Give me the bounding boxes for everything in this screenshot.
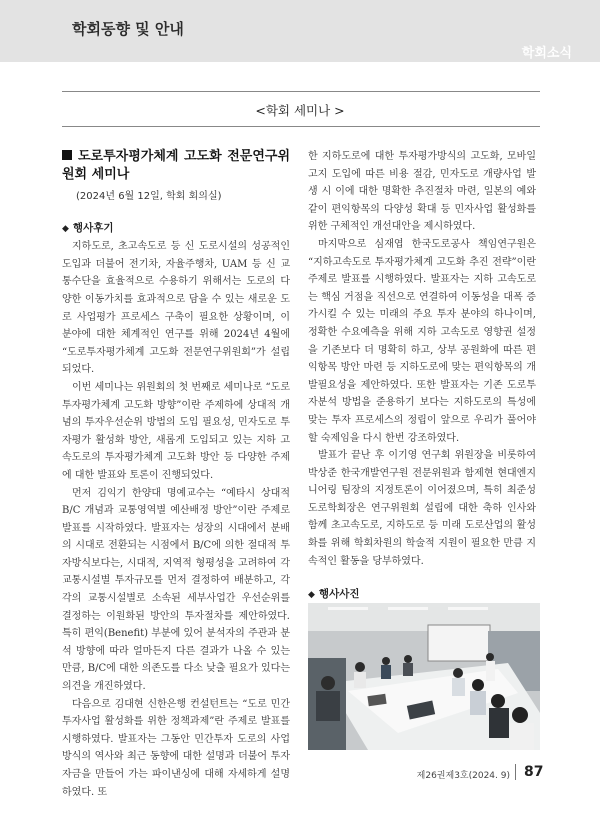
issue-label: 제26권제3호(2024. 9) [416, 771, 510, 781]
event-photo [308, 603, 540, 750]
footer-divider [515, 764, 516, 780]
paragraph: 이번 세미나는 위원회의 첫 번째로 세미나로 “도로투자평가체계 고도화 방향”이란 주제하에 상대적 개념의 투자우선순위 방법의 도입 필요성, 민자도로 투자평가 활성화 방안, 새롭게 도입되고 있는 지하 고속도로의 투자평가체계 고도화 방안 등 다양한 주제에 대한 발표와 토론이 진행되었다. [62, 381, 290, 481]
article-subtitle: (2024년 6월 12일, 학회 회의실) [76, 191, 222, 202]
article-title: 도로투자평가체계 고도화 전문연구위원회 세미나 [62, 149, 290, 182]
paragraph-part: 한 지하도로에 대한 투자평가방식의 고도화, 모바일 고지 도입에 따른 비용 절감, 민자도로 개량사업 발생 시 이에 대한 명확한 추진절차 마련, 일본의 예와 같이 편익항목의 다양성 확대 등 민자사업 활성화를 위한 구체적인 개선대안을 제시하였다. [308, 151, 536, 233]
banner-top-rule [62, 91, 540, 92]
diamond-bullet-icon: ◆ [308, 590, 315, 601]
square-bullet-icon [62, 150, 72, 160]
paragraph-part: 다음으로 김대현 신한은행 컨설턴트는 “도로 민간투자사업 활성화를 위한 정책과제”란 주제로 발표를 시행하였다. 발표자는 그동안 민간투자 도로의 사업방식의 역사와 최근 동향에 대한 설명과 더불어 투자자금을 만들어 가는 파이낸싱에 대해 자세하게 설명하였다. 또 [62, 698, 290, 798]
section-title: 학회동향 및 안내 [72, 20, 184, 38]
paragraph: 지하도로, 초고속도로 등 신 도로시설의 성공적인 도입과 더불어 전기차, 자율주행차, UAM 등 신 교통수단을 효율적으로 수용하기 위해서는 도로의 다양한 이동가치를 효과적으로 담을 수 있는 새로운 도로 사업평가 프로세스 구축이 필요한 상황이며, 이 분야에 대한 체계적인 연구를 위해 2024년 4월에 “도로투자평가체계 고도화 전문연구위원회”가 설립되었다. [62, 241, 290, 376]
column-right [308, 148, 536, 605]
page-number: 87 [524, 764, 544, 780]
paragraph: 먼저 김익기 한양대 명예교수는 “예타시 상대적 B/C 개념과 교통영역별 예산배정 방안”이란 주제로 발표를 시작하였다. 발표자는 성장의 시대에서 분배의 시대로 전환되는 시점에서 B/C에 의한 절대적 투자방식보다는, 시대적, 지역적 형평성을 고려하여 각 교통시설별 투자규모를 먼저 결정하여 배분하고, 각각의 교통시설별로 소속된 세부사업간 우선순위를 결정하는 이원화된 방안의 투자절차를 제안하였다. 특히 편익(Benefit) 부분에 있어 분석자의 주관과 분석 방향에 따라 얼마든지 다른 결과가 나올 수 있는 만큼, B/C에 대한 의존도를 다소 낮출 필요가 있다는 의견을 개진하였다. [62, 487, 290, 693]
paragraph: 마지막으로 심재엽 한국도로공사 책임연구원은 “지하고속도로 투자평가체계 고도화 추진 전략”이란 주제로 발표를 시행하였다. 발표자는 지하 고속도로는 핵심 거점을 직선으로 연결하여 이동성을 대폭 증가시킬 수 있는 미래의 주요 투자 분야의 하나이며, 정확한 수요예측을 위해 지하 고속도로 영향권 설정을 기존보다 더 명확히 하고, 상부 공원화에 따른 편익항목 방안 마련 등 지하도로에 맞는 편익항목의 개발필요성을 제안하였다. 또한 발표자는 기존 도로투자분석 방법을 준용하기 보다는 지하도로의 특성에 맞는 투자 프로세스의 정립이 앞으로 우리가 풀어야 할 숙제임을 다시 한번 강조하였다. [308, 238, 536, 444]
column-left [62, 148, 290, 801]
section-heading: ◆ 행사후기 [62, 220, 290, 239]
banner-title: <학회 세미나 > [255, 103, 345, 118]
section-heading: ◆ 행사사진 [308, 586, 536, 605]
diamond-bullet-icon: ◆ [62, 223, 69, 234]
paragraph: 발표가 끝난 후 이기영 연구회 위원장을 비롯하여 박상준 한국개발연구원 전문위원과 함제현 현대엔지니어링 팀장의 지정토론이 이어졌으며, 특히 최준성 도로학회장은 연구위원회 설립에 대한 축하 인사와 함께 초고속도로, 지하도로 등 미래 도로산업의 활성화를 위해 학회차원의 학술적 지원이 필요한 만큼 지속적인 활동을 당부하였다. [308, 450, 536, 567]
banner-bottom-rule [62, 126, 540, 127]
category-tag: 학회소식 [521, 46, 572, 61]
